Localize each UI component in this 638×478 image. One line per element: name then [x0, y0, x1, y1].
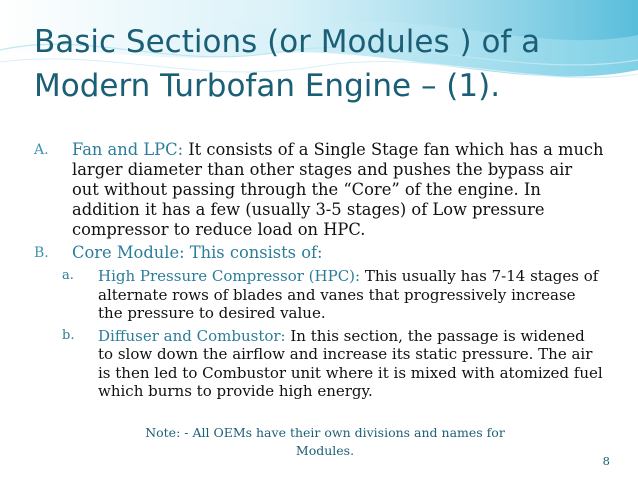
page-number: 8 [602, 454, 610, 468]
sub-marker: a. [62, 268, 74, 283]
sub-item-text: In this section, the passage is widened to slow down the airflow and increase its static pressure. The air is then led to Combustor unit where it is mixed with atomized fuel which burns to provide high energy. [98, 326, 603, 400]
list-item-fan-lpc [34, 140, 604, 240]
sub-marker: b. [62, 327, 75, 343]
sub-item-heading: Diffuser and Combustor: [98, 326, 286, 345]
sub-item-hpc [62, 267, 604, 323]
slide-body [34, 140, 604, 401]
slide-title: Basic Sections (or Modules ) of a Modern Turbofan Engine – (1). [34, 24, 541, 104]
sub-item-heading: High Pressure Compressor (HPC): [98, 267, 361, 285]
sub-item-text: This usually has 7-14 stages of alternate rows of blades and vanes that progressively increase the pressure to desired value. [98, 267, 599, 322]
sub-item-diffuser-combustor [62, 327, 604, 401]
list-marker: B. [34, 245, 49, 261]
item-heading: Core Module: This consists of: [72, 243, 323, 262]
list-marker: A. [34, 142, 49, 158]
item-text: It consists of a Single Stage fan which has a much larger diameter than other stages and pushes the bypass air out without passing through the “Core” of the engine. In addition it has a few (usually 3-5 stages) of Low pressure compressor to reduce load on HPC. [72, 140, 604, 239]
footnote: Note: - All OEMs have their own divisions and names for Modules. [145, 425, 505, 458]
item-heading: Fan and LPC: [72, 140, 184, 159]
list-item-core-module [34, 243, 604, 263]
